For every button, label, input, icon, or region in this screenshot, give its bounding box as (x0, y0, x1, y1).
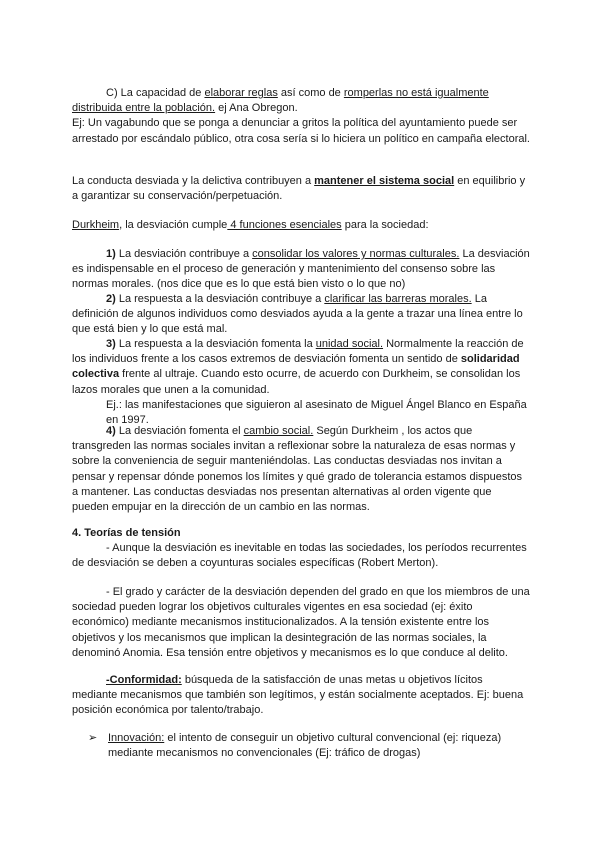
text: La respuesta a la desviación contribuye a (115, 293, 325, 305)
underlined-text: clarificar las barreras morales. (324, 293, 472, 305)
bold-text: solidaridad colectiva (72, 353, 520, 381)
underlined-text: unidad social. (315, 338, 384, 350)
text: así como de (277, 87, 344, 99)
text: - El grado y carácter de la desviación dependen del grado en que los miembros de una sociedad pueden lograr los objetivos culturales vigentes en esa sociedad (ej: éxito económico) mediante mecanismos institucionalizados. A la tensión existente entre los objetivos y los mecanismos que implican la desintegración de las normas sociales, la denominó Anomia. Esa tensión entre objetivos y mecanismos es lo que conduce al delito. (72, 586, 530, 659)
function-number: 4) (106, 425, 116, 437)
text: búsqueda de la satisfacción de unas metas u objetivos lícitos mediante mecanismos que también son legítimos, y están socialmente aceptados. Ej: buena posición económica por talento/trabajo. (72, 674, 524, 717)
function-number: 3) (106, 338, 116, 350)
tension-heading (72, 526, 530, 541)
underlined-text: 4 funciones esenciales (227, 219, 342, 231)
arrow-bullet-icon: ➢ (88, 732, 98, 744)
text: Normalmente la reacción de los individuos frente a los casos extremos de desviación fomenta un sentido de (72, 338, 524, 366)
underlined-text: Durkheim (72, 219, 120, 231)
text: C) La capacidad de (106, 87, 205, 99)
text: La conducta desviada y la delictiva contribuyen a (72, 175, 315, 187)
text: para la sociedad: (341, 219, 429, 231)
underlined-text: consolidar los valores y normas culturales. (252, 248, 460, 260)
underlined-text: romperlas no está igualmente distribuida entre la población. (72, 87, 489, 115)
text: La desviación fomenta el (115, 425, 244, 437)
bold-underlined-text: mantener el sistema social (314, 175, 455, 187)
text: ej Ana Obregon. (215, 102, 298, 115)
innovacion-text (108, 731, 528, 761)
tension-paragraph-2 (72, 585, 530, 661)
text: frente al ultraje. Cuando esto ocurre, de acuerdo con Durkheim, se consolidan los lazos morales que unen a la comunidad. (72, 368, 521, 396)
function-2 (72, 292, 530, 338)
underlined-text: cambio social. (243, 425, 314, 437)
text: el intento de conseguir un objetivo cultural convencional (ej: riqueza) mediante mecanismos no convencionales (Ej: tráfico de drogas) (108, 732, 502, 760)
function-number: 1) (106, 248, 116, 260)
text: La desviación es indispensable en el proceso de generación y mantenimiento del consenso sobre las normas morales. (nos dice que es lo que está bien visto o lo que no) (72, 248, 530, 291)
text: en equilibrio y a garantizar su conservación/perpetuación. (72, 175, 526, 203)
text: Según Durkheim , los actos que transgreden las normas sociales invitan a reflexionar sobre la naturaleza de esas normas y sobre la conveniencia de seguir manteniéndolas. Las conductas desviadas nos invitan a pensar y repensar dónde ponemos los límites y qué grado de tolerancia estamos dispuestos a mantener. Las conductas desviadas nos presentan alternativas al orden vigente que pueden empujar en la dirección de un cambio en las normas. (72, 425, 523, 514)
text: - Aunque la desviación es inevitable en todas las sociedades, los períodos recurrentes de desviación se deben a coyunturas sociales específicas (Robert Merton). (72, 542, 527, 570)
function-1 (72, 247, 530, 293)
text: La definición de algunos individuos como desviados ayuda a la gente a trazar una línea entre lo que está bien y lo que está mal. (72, 293, 523, 336)
underlined-text: elaborar reglas (204, 87, 278, 99)
tension-paragraph-1 (72, 541, 530, 571)
example-text: Ej: Un vagabundo que se ponga a denunciar a gritos la política del ayuntamiento puede ser arrestado por escándalo público, otra cosa sería si lo hiciera un político en campaña electoral. (72, 117, 530, 145)
conformidad-paragraph (72, 673, 530, 719)
text: La desviación contribuye a (115, 248, 253, 260)
example-text: Ej.: las manifestaciones que siguieron al asesinato de Miguel Ángel Blanco en España en 1997. (106, 398, 527, 427)
durkheim-intro (72, 218, 530, 233)
underlined-text: Innovación: (108, 732, 165, 744)
section-c-paragraph (72, 86, 530, 147)
innovacion-list-item (88, 731, 528, 763)
text: , la desviación cumple (119, 219, 228, 231)
bold-underlined-text: -Conformidad: (106, 674, 182, 686)
conducta-paragraph (72, 174, 530, 204)
function-3 (72, 337, 530, 428)
section-heading: 4. Teorías de tensión (72, 527, 181, 539)
text: La respuesta a la desviación fomenta la (115, 338, 316, 350)
function-4 (72, 424, 530, 515)
function-number: 2) (106, 293, 116, 305)
